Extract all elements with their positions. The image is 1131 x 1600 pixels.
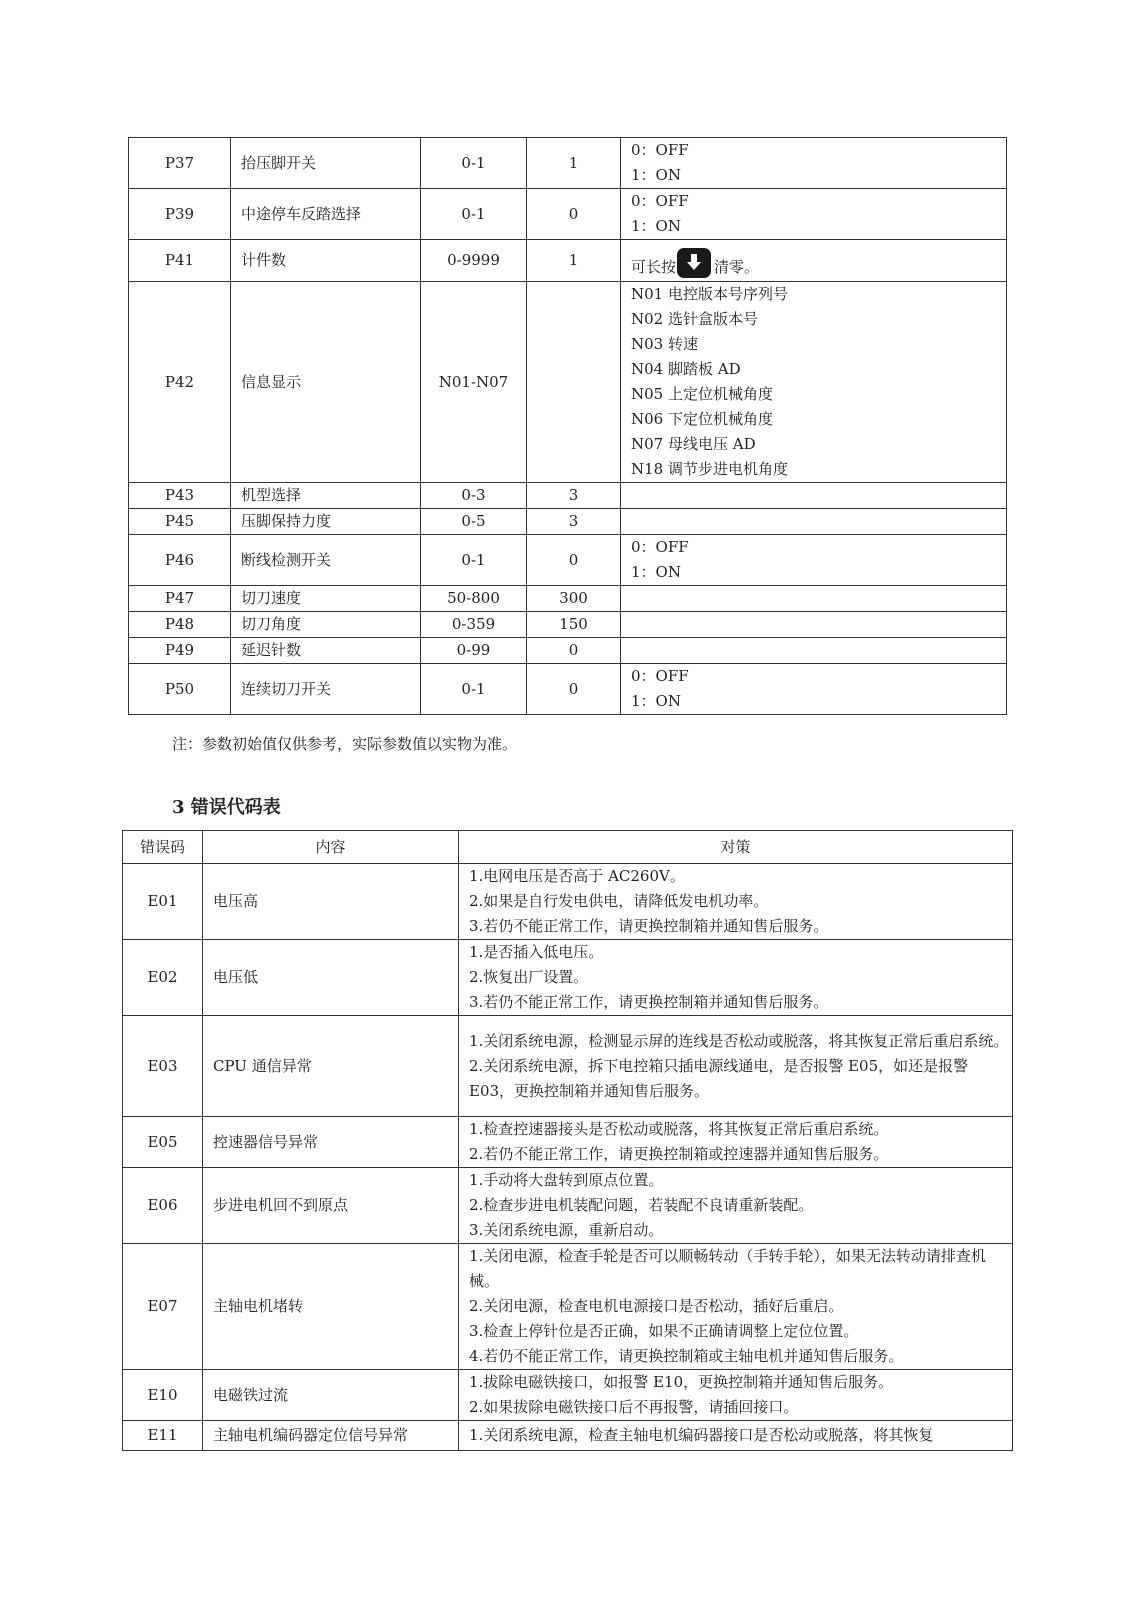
- param-description: [621, 664, 1007, 715]
- error-code: E11: [123, 1421, 203, 1451]
- param-name: 压脚保持力度: [231, 509, 421, 535]
- param-default: 1: [527, 138, 621, 189]
- error-code: E01: [123, 864, 203, 940]
- param-description-line: 1：ON: [631, 692, 681, 710]
- param-code: P46: [129, 535, 231, 586]
- param-range: 0-359: [421, 612, 527, 638]
- param-description-line: 0：OFF: [631, 141, 689, 159]
- param-description-line: 1：ON: [631, 166, 681, 184]
- param-description-line: N04 脚踏板 AD: [631, 360, 741, 378]
- param-default: 0: [527, 664, 621, 715]
- error-row: [123, 1016, 1013, 1117]
- error-measure-line: 1.手动将大盘转到原点位置。: [469, 1171, 664, 1189]
- param-row: [129, 612, 1007, 638]
- error-table-body: [123, 864, 1013, 1451]
- param-description: [621, 483, 1007, 509]
- header-measure: 对策: [459, 831, 1013, 864]
- param-default: 1: [527, 240, 621, 282]
- param-code: P48: [129, 612, 231, 638]
- error-measure-line: 1.关闭系统电源，检查主轴电机编码器接口是否松动或脱落，将其恢复: [469, 1426, 934, 1444]
- error-code: E06: [123, 1168, 203, 1244]
- param-description-line: N07 母线电压 AD: [631, 435, 756, 453]
- param-description: [621, 509, 1007, 535]
- param-description: [621, 612, 1007, 638]
- error-measure-line: 4.若仍不能正常工作，请更换控制箱或主轴电机并通知售后服务。: [469, 1347, 904, 1365]
- error-row: [123, 940, 1013, 1016]
- error-measure-line: 2.如果是自行发电供电，请降低发电机功率。: [469, 892, 769, 910]
- param-range: 0-3: [421, 483, 527, 509]
- param-description-line: 0：OFF: [631, 192, 689, 210]
- error-measure-line: 3.若仍不能正常工作，请更换控制箱并通知售后服务。: [469, 993, 829, 1011]
- error-content: CPU 通信异常: [203, 1016, 459, 1117]
- param-name: 中途停车反踏选择: [231, 189, 421, 240]
- param-row: [129, 509, 1007, 535]
- error-row: [123, 1370, 1013, 1421]
- param-description: [621, 535, 1007, 586]
- error-content: 主轴电机编码器定位信号异常: [203, 1421, 459, 1451]
- error-content: 步进电机回不到原点: [203, 1168, 459, 1244]
- error-content: 电磁铁过流: [203, 1370, 459, 1421]
- param-name: 切刀角度: [231, 612, 421, 638]
- error-measures: [459, 1370, 1013, 1421]
- param-description: [621, 638, 1007, 664]
- param-description-prefix: 可长按: [631, 257, 677, 276]
- error-measure-line: 1.关闭系统电源，检测显示屏的连线是否松动或脱落，将其恢复正常后重启系统。: [469, 1031, 1009, 1050]
- error-code: E10: [123, 1370, 203, 1421]
- param-range: 0-1: [421, 138, 527, 189]
- param-description-line: N01 电控版本号序列号: [631, 285, 788, 303]
- param-range: 0-5: [421, 509, 527, 535]
- param-default: 0: [527, 189, 621, 240]
- param-description-suffix: 清零。: [714, 257, 760, 276]
- param-description-line: 0：OFF: [631, 538, 689, 556]
- param-range: 0-1: [421, 189, 527, 240]
- error-measure-line: 1.关闭电源，检查手轮是否可以顺畅转动（手转手轮），如果无法转动请排查机械。: [469, 1247, 986, 1290]
- param-row: [129, 483, 1007, 509]
- param-row: [129, 138, 1007, 189]
- error-code-table: [122, 830, 1013, 1451]
- parameter-table-body: [129, 138, 1007, 715]
- param-code: P49: [129, 638, 231, 664]
- param-name: 信息显示: [231, 282, 421, 483]
- error-row: [123, 1421, 1013, 1451]
- error-measure-line: 3.若仍不能正常工作，请更换控制箱并通知售后服务。: [469, 917, 829, 935]
- param-name: 计件数: [231, 240, 421, 282]
- param-description: [621, 282, 1007, 483]
- error-measure-line: 1.检查控速器接头是否松动或脱落，将其恢复正常后重启系统。: [469, 1120, 889, 1138]
- error-measure-line: 1.是否插入低电压。: [469, 943, 604, 961]
- error-measures: [459, 1244, 1013, 1370]
- error-measure-line: 2.恢复出厂设置。: [469, 968, 589, 986]
- param-row: [129, 535, 1007, 586]
- error-measures: [459, 1016, 1013, 1117]
- section-title: 3 错误代码表: [172, 797, 281, 818]
- param-name: 连续切刀开关: [231, 664, 421, 715]
- param-row: [129, 664, 1007, 715]
- error-content: 主轴电机堵转: [203, 1244, 459, 1370]
- param-description: [621, 138, 1007, 189]
- param-range: 50-800: [421, 586, 527, 612]
- param-default: 300: [527, 586, 621, 612]
- param-range: 0-1: [421, 535, 527, 586]
- error-row: [123, 1168, 1013, 1244]
- error-measures: [459, 940, 1013, 1016]
- param-range: N01-N07: [421, 282, 527, 483]
- error-content: 控速器信号异常: [203, 1117, 459, 1168]
- error-code: E02: [123, 940, 203, 1016]
- param-description-line: 1：ON: [631, 217, 681, 235]
- param-code: P39: [129, 189, 231, 240]
- error-measure-line: 2.检查步进电机装配问题，若装配不良请重新装配。: [469, 1196, 814, 1214]
- param-code: P41: [129, 240, 231, 282]
- error-measure-line: 3.关闭系统电源，重新启动。: [469, 1221, 664, 1239]
- param-description-line: N02 选针盒版本号: [631, 310, 758, 328]
- param-default: [527, 282, 621, 483]
- error-measure-line: 3.检查上停针位是否正确，如果不正确请调整上定位位置。: [469, 1322, 859, 1340]
- down-key-icon: [677, 248, 711, 278]
- param-name: 抬压脚开关: [231, 138, 421, 189]
- param-default: 150: [527, 612, 621, 638]
- param-row: [129, 586, 1007, 612]
- error-content: 电压高: [203, 864, 459, 940]
- error-content: 电压低: [203, 940, 459, 1016]
- param-default: 0: [527, 535, 621, 586]
- param-range: 0-99: [421, 638, 527, 664]
- param-code: P45: [129, 509, 231, 535]
- param-range: 0-9999: [421, 240, 527, 282]
- param-code: P43: [129, 483, 231, 509]
- param-row: [129, 240, 1007, 282]
- param-code: P42: [129, 282, 231, 483]
- error-measures: [459, 1421, 1013, 1451]
- param-description: [621, 240, 1007, 282]
- parameter-table: [128, 137, 1007, 715]
- error-measure-line: 2.若仍不能正常工作，请更换控制箱或控速器并通知售后服务。: [469, 1145, 889, 1163]
- header-content: 内容: [203, 831, 459, 864]
- error-measure-line: 2.如果拔除电磁铁接口后不再报警，请插回接口。: [469, 1398, 799, 1416]
- param-code: P37: [129, 138, 231, 189]
- param-name: 延迟针数: [231, 638, 421, 664]
- error-measure-line: 1.电网电压是否高于 AC260V。: [469, 867, 685, 885]
- param-row: [129, 282, 1007, 483]
- error-code: E05: [123, 1117, 203, 1168]
- error-row: [123, 1244, 1013, 1370]
- param-description-line: 0：OFF: [631, 667, 689, 685]
- error-measure-line: 2.关闭电源，检查电机电源接口是否松动，插好后重启。: [469, 1297, 844, 1315]
- error-measures: [459, 1117, 1013, 1168]
- param-row: [129, 189, 1007, 240]
- param-name: 切刀速度: [231, 586, 421, 612]
- param-description-line: N18 调节步进电机角度: [631, 460, 788, 478]
- param-name: 机型选择: [231, 483, 421, 509]
- param-description-line: N05 上定位机械角度: [631, 385, 773, 403]
- param-description: [621, 586, 1007, 612]
- header-error-code: 错误码: [123, 831, 203, 864]
- param-name: 断线检测开关: [231, 535, 421, 586]
- error-measures: [459, 1168, 1013, 1244]
- param-default: 3: [527, 483, 621, 509]
- error-code: E03: [123, 1016, 203, 1117]
- param-description-line: N06 下定位机械角度: [631, 410, 773, 428]
- param-code: P47: [129, 586, 231, 612]
- parameter-note: 注：参数初始值仅供参考，实际参数值以实物为准。: [172, 735, 518, 753]
- error-measures: [459, 864, 1013, 940]
- param-default: 3: [527, 509, 621, 535]
- param-default: 0: [527, 638, 621, 664]
- error-row: [123, 1117, 1013, 1168]
- param-code: P50: [129, 664, 231, 715]
- param-row: [129, 638, 1007, 664]
- param-description-line: N03 转速: [631, 335, 698, 353]
- param-range: 0-1: [421, 664, 527, 715]
- error-code: E07: [123, 1244, 203, 1370]
- param-description-line: 1：ON: [631, 563, 681, 581]
- error-row: [123, 864, 1013, 940]
- error-measure-line: 1.拔除电磁铁接口，如报警 E10，更换控制箱并通知售后服务。: [469, 1373, 894, 1391]
- error-measure-line: 2.关闭系统电源，拆下电控箱只插电源线通电，是否报警 E05，如还是报警 E03，更换控制箱并通知售后服务。: [469, 1056, 969, 1100]
- param-description: [621, 189, 1007, 240]
- error-table-header-row: [123, 831, 1013, 864]
